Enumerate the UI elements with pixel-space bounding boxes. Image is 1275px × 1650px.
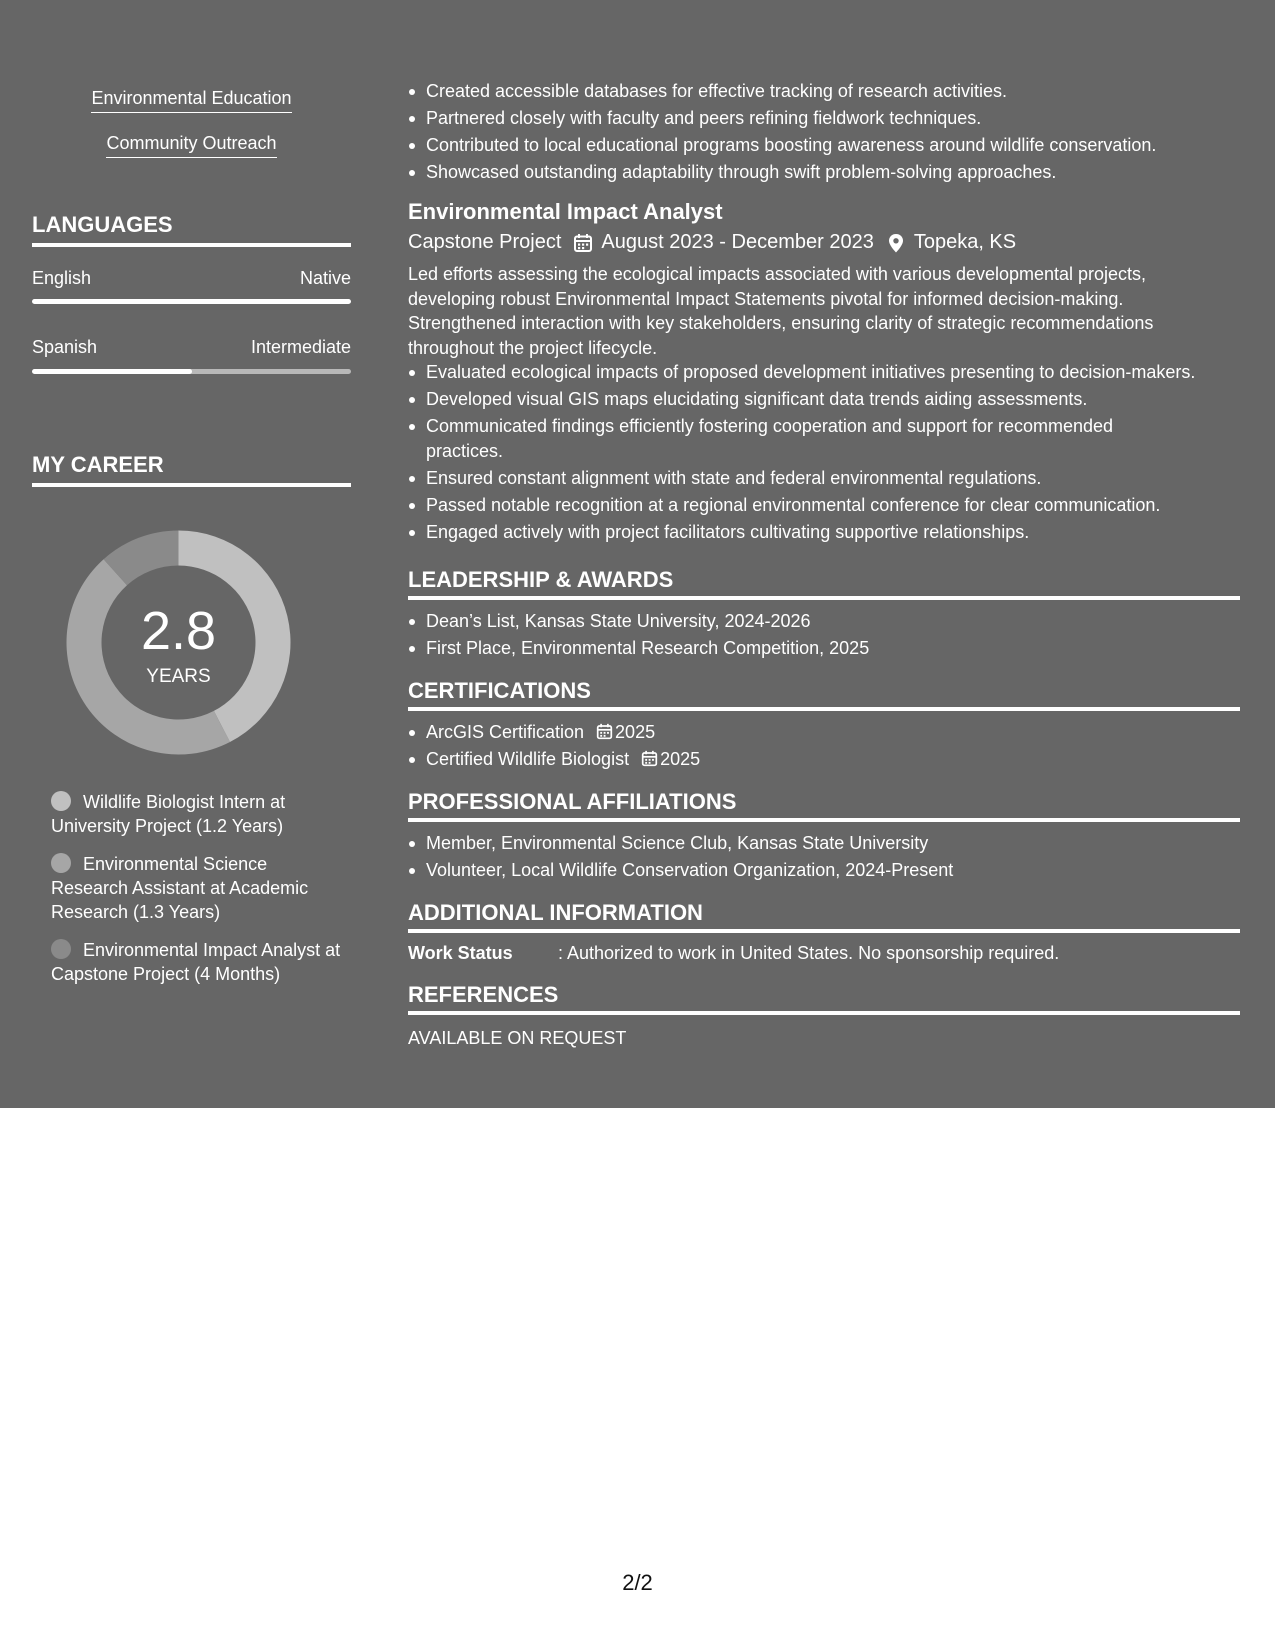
legend-label: Wildlife Biologist Intern at University Project (1.2 Years) xyxy=(51,792,286,836)
affiliations-heading: PROFESSIONAL AFFILIATIONS xyxy=(408,789,1240,822)
language-bar-fill xyxy=(32,299,351,304)
location-pin-icon xyxy=(886,233,906,253)
list-item: Dean’s List, Kansas State University, 2024-2026 xyxy=(408,609,1240,634)
career-legend-item xyxy=(51,938,341,986)
list-item: Ensured constant alignment with state and federal environmental regulations. xyxy=(408,466,1240,491)
leadership-heading: LEADERSHIP & AWARDS xyxy=(408,567,1240,600)
language-level: Intermediate xyxy=(250,337,351,357)
calendar-icon xyxy=(641,750,658,767)
language-level: Native xyxy=(299,268,351,288)
legend-dot xyxy=(51,939,71,959)
page-number: 2/2 xyxy=(622,1570,653,1595)
language-row-english xyxy=(32,268,351,289)
list-item xyxy=(408,720,1240,745)
legend-label: Environmental Science Research Assistant at Academic Research (1.3 Years) xyxy=(51,854,309,922)
cert-year: 2025 xyxy=(660,749,701,769)
list-item: Showcased outstanding adaptability through swift problem-solving approaches. xyxy=(408,160,1240,185)
language-row-spanish xyxy=(32,337,351,358)
previous-job-bullets xyxy=(408,79,1240,187)
career-donut-chart xyxy=(66,530,291,755)
language-bar-fill xyxy=(32,369,192,374)
legend-dot xyxy=(51,853,71,873)
list-item: Partnered closely with faculty and peers refining fieldwork techniques. xyxy=(408,106,1240,131)
legend-label: Environmental Impact Analyst at Capstone Project (4 Months) xyxy=(51,940,341,984)
career-legend-item xyxy=(51,790,341,838)
list-item: Created accessible databases for effective tracking of research activities. xyxy=(408,79,1240,104)
job-bullets xyxy=(408,360,1240,545)
language-bar-english xyxy=(32,299,351,304)
job-entry xyxy=(408,199,1240,547)
list-item: Contributed to local educational programs boosting awareness around wildlife conservation. xyxy=(408,133,1240,158)
legend-dot xyxy=(51,791,71,811)
additional-info-heading: ADDITIONAL INFORMATION xyxy=(408,900,1240,933)
certifications-list xyxy=(408,720,1240,774)
language-name: English xyxy=(32,268,92,288)
career-legend-item xyxy=(51,852,341,924)
skill-link-community-outreach[interactable]: Community Outreach xyxy=(32,133,351,158)
list-item: First Place, Environmental Research Competition, 2025 xyxy=(408,636,1240,661)
list-item: Developed visual GIS maps elucidating significant data trends aiding assessments. xyxy=(408,387,1240,412)
skill-link-environmental-education[interactable]: Environmental Education xyxy=(32,88,351,113)
cert-year: 2025 xyxy=(615,722,656,742)
job-meta xyxy=(408,231,1240,254)
cert-name: ArcGIS Certification xyxy=(426,722,585,742)
references-text: AVAILABLE ON REQUEST xyxy=(408,1028,627,1048)
affiliations-list xyxy=(408,831,1240,885)
job-company: Capstone Project xyxy=(408,231,562,253)
job-location: Topeka, KS xyxy=(913,231,1017,253)
work-status-value: : Authorized to work in United States. No sponsorship required. xyxy=(558,943,1060,963)
cert-name: Certified Wildlife Biologist xyxy=(426,749,630,769)
list-item: Member, Environmental Science Club, Kansas State University xyxy=(408,831,1240,856)
job-title: Environmental Impact Analyst xyxy=(408,199,723,224)
references-heading: REFERENCES xyxy=(408,982,1240,1015)
job-description: Led efforts assessing the ecological impacts associated with various developmental projects, developing robust Environmental Impact Statements pivotal for informed decision-making. Strengthened interaction with key stakeholders, ensuring clarity of strategic recommendations throughout the project lifecycle. xyxy=(408,264,1154,358)
language-name: Spanish xyxy=(32,337,98,357)
list-item: Engaged actively with project facilitators cultivating supportive relationships. xyxy=(408,520,1240,545)
languages-heading: LANGUAGES xyxy=(32,212,351,247)
leadership-list xyxy=(408,609,1240,663)
work-status-label: Work Status xyxy=(408,943,513,963)
certifications-heading: CERTIFICATIONS xyxy=(408,678,1240,711)
list-item: Evaluated ecological impacts of proposed development initiatives presenting to decision-makers. xyxy=(408,360,1240,385)
list-item xyxy=(408,747,1240,772)
career-total-unit: YEARS xyxy=(146,666,211,687)
list-item: Volunteer, Local Wildlife Conservation Organization, 2024-Present xyxy=(408,858,1240,883)
work-status-row xyxy=(408,943,1240,964)
list-item: Passed notable recognition at a regional environmental conference for clear communication. xyxy=(408,493,1240,518)
career-total-value: 2.8 xyxy=(140,601,217,661)
language-bar-spanish xyxy=(32,369,351,374)
career-heading: MY CAREER xyxy=(32,452,351,487)
list-item: Communicated findings efficiently fostering cooperation and support for recommended practices. xyxy=(408,414,1168,464)
calendar-icon xyxy=(573,233,593,253)
calendar-icon xyxy=(596,723,613,740)
job-dates: August 2023 - December 2023 xyxy=(601,231,874,253)
